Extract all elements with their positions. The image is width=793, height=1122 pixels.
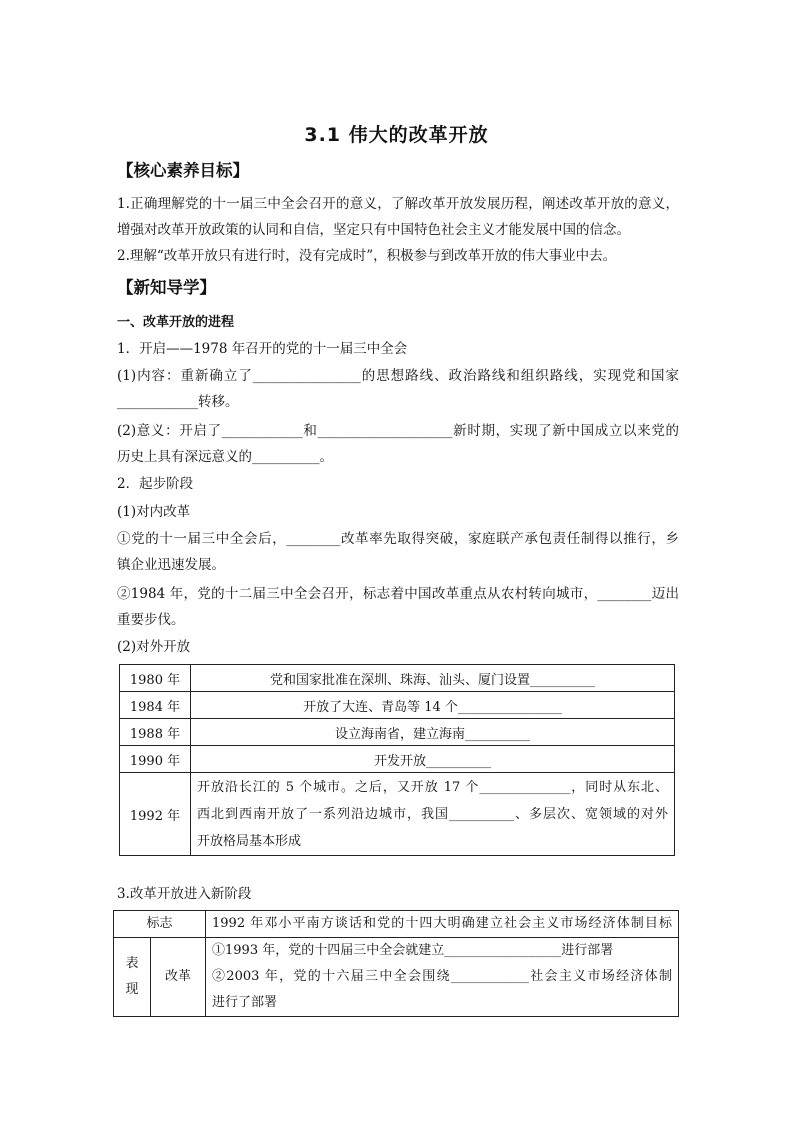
content-cell: 开放了大连、青岛等 14 个________________ <box>191 692 675 719</box>
part1-heading: 一、改革开放的进程 <box>117 315 235 330</box>
year-cell: 1988 年 <box>120 719 191 746</box>
performance-label-char: 表 <box>125 956 139 971</box>
year-cell: 1990 年 <box>120 746 191 773</box>
sign-content-cell: 1992 年邓小平南方谈话和党的十四大明确建立社会主义市场经济体制目标 <box>206 911 679 938</box>
goal-line-1: 1.正确理解党的十一届三中全会召开的意义，了解改革开放发展历程，阐述改革开放的意义， <box>117 196 679 212</box>
performance-label-cell <box>114 938 151 1017</box>
table-row <box>120 692 675 719</box>
content-cell: 开发开放__________ <box>191 746 675 773</box>
internal-point-2a: ②1984 年，党的十二届三中全会召开，标志着中国改革重点从农村转向城市，________迈出 <box>117 586 679 602</box>
meaning-line-1: (2)意义：开启了____________和____________________新时期，实现了新中国成立以来党的 <box>117 423 679 439</box>
sign-label-cell: 标志 <box>114 911 206 938</box>
item1-heading: 1．开启——1978 年召开的党的十一届三中全会 <box>117 341 408 357</box>
section-heading-core-goals: 【核心素养目标】 <box>117 161 249 180</box>
internal-point-1b: 镇企业迅速发展。 <box>117 557 225 573</box>
internal-reform-heading: (1)对内改革 <box>117 504 191 520</box>
content-cell <box>191 773 675 856</box>
content-line: 开放格局基本形成 <box>197 833 302 849</box>
table-row <box>114 938 679 1017</box>
content-cell: 党和国家批准在深圳、珠海、汕头、厦门设置__________ <box>191 665 675 692</box>
reform-line: 进行了部署 <box>212 995 278 1010</box>
content-line-1: (1)内容：重新确立了________________的思想路线、政治路线和组织路线，实现党和国家 <box>117 368 679 384</box>
year-cell: 1992 年 <box>120 773 191 856</box>
reform-line: ②2003 年，党的十六届三中全会围绕____________社会主义市场经济体制 <box>212 969 672 984</box>
year-cell: 1984 年 <box>120 692 191 719</box>
reform-line: ①1993 年，党的十四届三中全会就建立__________________进行部署 <box>212 943 614 958</box>
content-line: 开放沿长江的 5 个城市。之后，又开放 17 个______________，同时从东北、 <box>197 779 668 795</box>
goal-line-2: 增强对改革开放政策的认同和自信，坚定只有中国特色社会主义才能发展中国的信念。 <box>117 222 630 238</box>
content-line-2: ____________转移。 <box>117 394 239 410</box>
table-row <box>120 665 675 692</box>
internal-point-1a: ①党的十一届三中全会后，________改革率先取得突破，家庭联产承包责任制得以推行，乡 <box>117 531 679 547</box>
opening-timeline-table <box>119 664 675 856</box>
table-row <box>120 719 675 746</box>
reform-label-cell: 改革 <box>151 938 206 1017</box>
performance-label-char: 现 <box>125 982 139 997</box>
page-title: 3.1 伟大的改革开放 <box>304 124 489 146</box>
part3-heading: 3.改革开放进入新阶段 <box>117 886 252 902</box>
meaning-line-2: 历史上具有深远意义的__________。 <box>117 449 333 465</box>
table-row <box>120 746 675 773</box>
year-cell: 1980 年 <box>120 665 191 692</box>
section-heading-new-knowledge: 【新知导学】 <box>117 278 216 297</box>
external-opening-heading: (2)对外开放 <box>117 639 191 655</box>
content-cell: 设立海南省，建立海南__________ <box>191 719 675 746</box>
table-row <box>120 773 675 856</box>
new-stage-table <box>113 910 679 1017</box>
content-line: 西北到西南开放了一系列沿边城市，我国__________、多层次、宽领域的对外 <box>197 806 668 822</box>
internal-point-2b: 重要步伐。 <box>117 612 185 628</box>
reform-content-cell <box>206 938 679 1017</box>
table-row <box>114 911 679 938</box>
goal-line-3: 2.理解“改革开放只有进行时，没有完成时”，积极参与到改革开放的伟大事业中去。 <box>117 248 617 264</box>
item2-heading: 2．起步阶段 <box>117 476 194 492</box>
